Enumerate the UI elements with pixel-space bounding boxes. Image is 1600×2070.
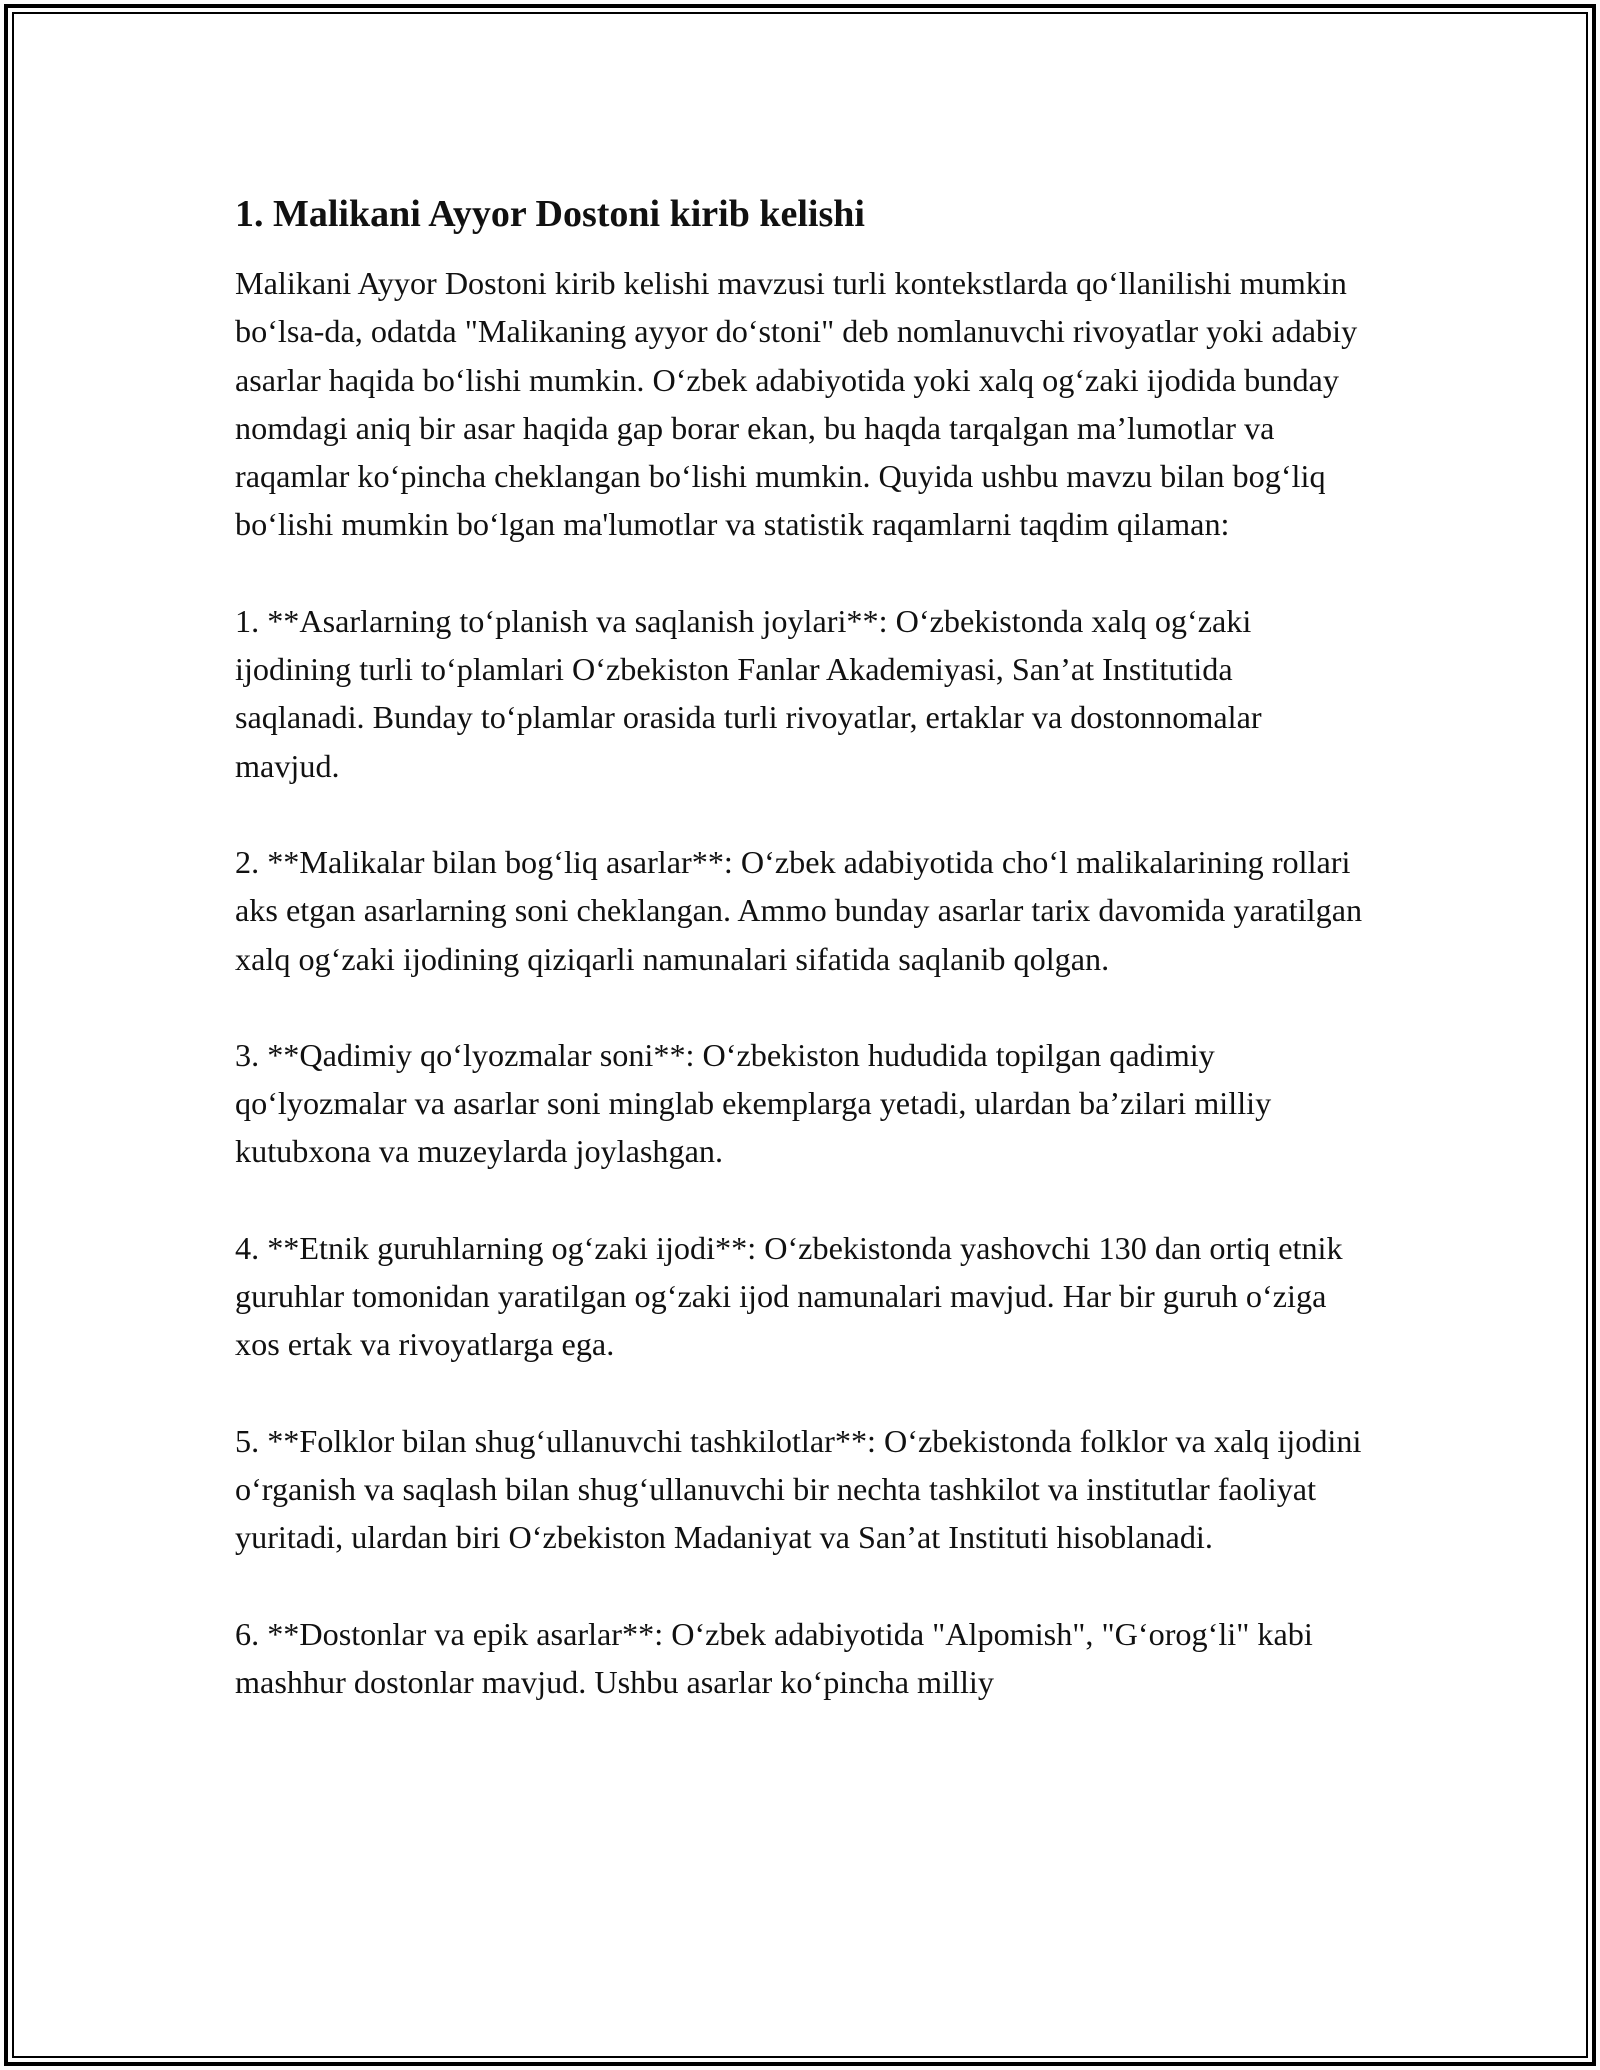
document-body [235,185,1370,1706]
section-heading: 1. Malikani Ayyor Dostoni kirib kelishi [235,193,865,235]
intro-paragraph: Malikani Ayyor Dostoni kirib kelishi mavzusi turli kontekstlarda qo‘llanilishi mumkin bo‘lsa-da, odatda "Malikaning ayyor do‘stoni" deb nomlanuvchi rivoyatlar yoki adabiy asarlar haqida bo‘lishi mumkin. O‘zbek adabiyotida yoki xalq og‘zaki ijodida bunday nomdagi aniq bir asar haqida gap borar ekan, bu haqda tarqalgan ma’lumotlar va raqamlar ko‘pincha cheklangan bo‘lishi mumkin. Quyida ushbu mavzu bilan bog‘liq bo‘lishi mumkin bo‘lgan ma'lumotlar va statistik raqamlarni taqdim qilaman: [235,265,1358,543]
list-item-2: 2. **Malikalar bilan bog‘liq asarlar**: O‘zbek adabiyotida cho‘l malikalarining rollari aks etgan asarlarning soni cheklangan. Ammo bunday asarlar tarix davomida yaratilgan xalq og‘zaki ijodining qiziqarli namunalari sifatida saqlanib qolgan. [235,843,1363,977]
list-item-5: 5. **Folklor bilan shug‘ullanuvchi tashkilotlar**: O‘zbekistonda folklor va xalq ijodini o‘rganish va saqlash bilan shug‘ullanuvchi bir nechta tashkilot va institutlar faoliyat yuritadi, ulardan biri O‘zbekiston Madaniyat va San’at Instituti hisoblanadi. [235,1422,1362,1556]
list-item-4: 4. **Etnik guruhlarning og‘zaki ijodi**: O‘zbekistonda yashovchi 130 dan ortiq etnik guruhlar tomonidan yaratilgan og‘zaki ijod namunalari mavjud. Har bir guruh o‘ziga xos ertak va rivoyatlarga ega. [235,1229,1343,1363]
list-item-1: 1. **Asarlarning to‘planish va saqlanish joylari**: O‘zbekistonda xalq og‘zaki ijodining turli to‘plamlari O‘zbekiston Fanlar Akademiyasi, San’at Institutida saqlanadi. Bunday to‘plamlar orasida turli rivoyatlar, ertaklar va dostonnomalar mavjud. [235,602,1262,784]
list-item-6: 6. **Dostonlar va epik asarlar**: O‘zbek adabiyotida "Alpomish", "G‘orog‘li" kabi mashhur dostonlar mavjud. Ushbu asarlar ko‘pincha milliy [235,1615,1313,1700]
list-item-3: 3. **Qadimiy qo‘lyozmalar soni**: O‘zbekiston hududida topilgan qadimiy qo‘lyozmalar va asarlar soni minglab ekemplarga yetadi, ulardan ba’zilari milliy kutubxona va muzeylarda joylashgan. [235,1036,1272,1170]
